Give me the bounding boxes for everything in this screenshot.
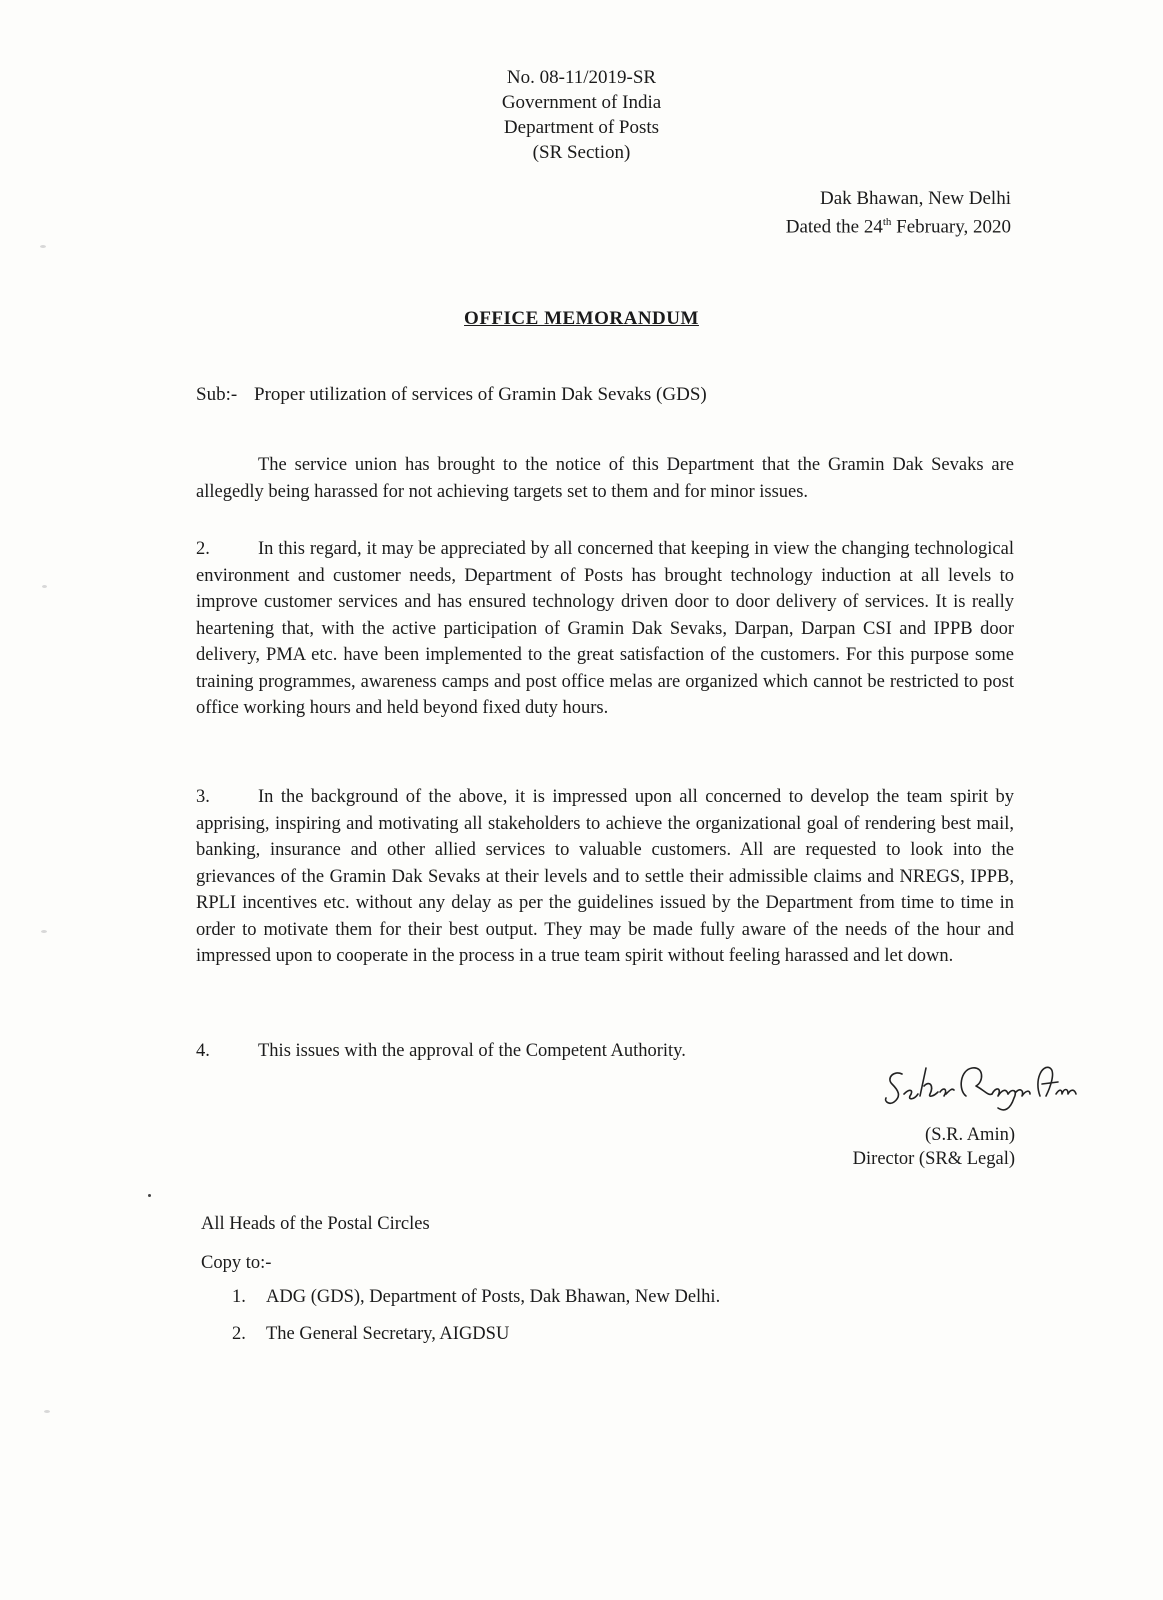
place-line: Dak Bhawan, New Delhi [819, 188, 1011, 209]
paragraph-1: The service union has brought to the notice of this Department that the Gramin Dak Sevaks are allegedly being harassed for not achieving targets set to them and for minor issues. [196, 455, 1014, 502]
scan-speck [41, 930, 47, 933]
scan-speck [44, 1410, 50, 1413]
subject-label: Sub:- [196, 384, 238, 405]
copy-item-1: 1. ADG (GDS), Department of Posts, Dak Bhawan, New Delhi. [232, 1287, 721, 1307]
signatory-designation: Director (SR& Legal) [852, 1149, 1015, 1169]
addressee: All Heads of the Postal Circles [201, 1214, 430, 1234]
paragraph-2: 2. In this regard, it may be appreciated by all concerned that keeping in view the changing technological environment and customer needs, Department of Posts has brought technology induction at all levels to improve customer services and has ensured technology driven door to door delivery of services. It is really heartening that, with the active participation of Gramin Dak Sevaks, Darpan, Darpan CSI and IPPB door delivery, PMA etc. have been implemented to the great satisfaction of the customers. For this purpose some training programmes, awareness camps and post office melas are organized which cannot be restricted to post office working hours and held beyond fixed duty hours. [196, 539, 1014, 718]
section-line: (SR Section) [532, 142, 631, 163]
copy-to-label: Copy to:- [201, 1253, 272, 1273]
document-title: OFFICE MEMORANDUM [464, 308, 699, 329]
paragraph-3: 3. In the background of the above, it is impressed upon all concerned to develop the team spirit by apprising, inspiring and motivating all stakeholders to achieve the organizational goal of rendering best mail, banking, insurance and other allied services to valuable customers. All are requested to look into the grievances of the Gramin Dak Sevaks at their levels and to settle their admissible claims and NREGS, IPPB, RPLI incentives etc. without any delay as per the guidelines issued by the Department from time to time in order to motivate them for their best output. They may be made fully aware of the needs of the hour and impressed upon to cooperate in the process in a true team spirit without feeling harassed and let down. [196, 787, 1014, 966]
subject-line [196, 384, 707, 406]
subject-text: Proper utilization of services of Gramin Dak Sevaks (GDS) [254, 384, 707, 405]
copy-item-2: 2. The General Secretary, AIGDSU [232, 1324, 510, 1344]
date-line: Dated the 24th February, 2020 [785, 216, 1011, 238]
department-line: Department of Posts [503, 117, 660, 138]
file-number: No. 08-11/2019-SR [506, 67, 657, 88]
paragraph-4: 4. This issues with the approval of the Competent Authority. [196, 1041, 686, 1061]
scan-speck [148, 1194, 151, 1197]
scan-speck [40, 245, 46, 248]
signature-image [880, 1060, 1080, 1116]
signatory-name: (S.R. Amin) [925, 1125, 1015, 1145]
govt-line: Government of India [501, 92, 662, 113]
scan-speck [42, 585, 47, 588]
